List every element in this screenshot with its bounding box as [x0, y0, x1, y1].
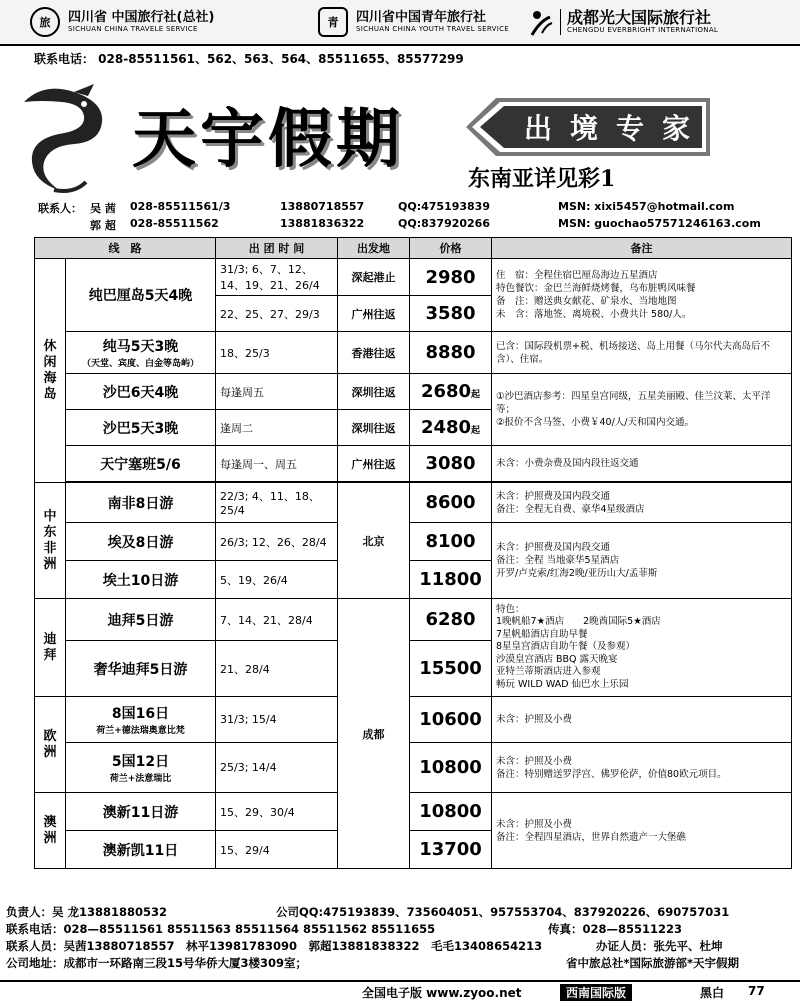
route-name [66, 332, 216, 374]
logo2-en: SICHUAN CHINA YOUTH TRAVEL SERVICE [356, 24, 510, 33]
footer-address: 公司地址：成都市一环路南三段15号华侨大厦3楼309室； [6, 956, 308, 970]
logo-youth [318, 4, 509, 40]
footer-row [6, 921, 796, 938]
contact-row [38, 217, 761, 234]
category-europe: 欧洲 [35, 697, 66, 793]
section-label: 西南国际版 [560, 984, 632, 1001]
color-label: 黑白 [700, 986, 725, 1000]
route-title: 8国16日 [111, 706, 170, 722]
route-note: 已含：国际段机票+税、机场接送、岛上用餐（马尔代夫高岛后不含）、住宿。 [492, 332, 792, 374]
footer-row [6, 955, 796, 972]
route-name [66, 697, 216, 743]
table-row [35, 743, 792, 793]
contact-qq: QQ:475193839 [398, 200, 490, 213]
route-name: 南非8日游 [66, 483, 216, 523]
contact-label: 联系人： [38, 202, 82, 215]
logo3-en: CHENGDU EVERBRIGHT INTERNATIONAL [567, 26, 719, 34]
route-name: 澳新凯11日 [66, 831, 216, 869]
route-note: 未含：护照费及国内段交通 备注：全程 当地豪华5星酒店 开罗/卢克索/红海2晚/亚历山大/孟菲斯 [492, 523, 792, 599]
route-name: 迪拜5日游 [66, 599, 216, 641]
site-label: 全国电子版 www.zyoo.net [362, 986, 522, 1000]
route-dates: 15、29/4 [216, 831, 338, 869]
route-dates: 31/3; 15/4 [216, 697, 338, 743]
contact-name: 郭 超 [90, 219, 116, 232]
logo-cits [30, 4, 214, 40]
route-subtitle: 荷兰+德法瑞奥意比梵 [96, 726, 185, 736]
route-name: 沙巴6天4晚 [66, 374, 216, 410]
footer-manager: 负责人：吴 龙13881880532 [6, 905, 168, 919]
youth-emblem-icon: 青 [318, 7, 348, 37]
route-price: 8880 [410, 332, 492, 374]
route-note: 未含：护照及小费 备注：特别赠送罗浮宫、佛罗伦萨，价值80欧元项目。 [492, 743, 792, 793]
route-price: 8600 [410, 483, 492, 523]
route-departure: 深起港止 [338, 259, 410, 296]
footer-info [6, 904, 796, 972]
route-price: 3580 [410, 296, 492, 332]
route-price: 3080 [410, 446, 492, 482]
route-name: 纯巴厘岛5天4晚 [66, 259, 216, 332]
route-price [410, 410, 492, 446]
footer-qq: 公司QQ:475193839、735604051、957553704、837920226、690757031 [276, 905, 730, 919]
everbright-emblem-icon [528, 7, 554, 37]
badge-char: 出 [524, 112, 553, 145]
route-price: 11800 [410, 561, 492, 599]
route-price: 8100 [410, 523, 492, 561]
route-name: 埃土10日游 [66, 561, 216, 599]
route-dates: 5、19、26/4 [216, 561, 338, 599]
contact-row [38, 200, 761, 217]
route-price: 15500 [410, 641, 492, 697]
contact-tel: 028-85511562 [130, 217, 219, 230]
contact-msn: MSN: xixi5457@hotmail.com [558, 200, 735, 213]
route-name: 沙巴5天3晚 [66, 410, 216, 446]
contact-label [38, 217, 90, 234]
route-dates: 15、29、30/4 [216, 793, 338, 831]
route-note: 未含：小费杂费及国内段往返交通 [492, 446, 792, 482]
route-name: 天宁塞班5/6 [66, 446, 216, 482]
footer-fax: 传真：028—85511223 [548, 922, 683, 936]
contact-phone: 联系电话： 028-85511561、562、563、564、85511655、85577299 [34, 52, 464, 66]
route-dates: 21、28/4 [216, 641, 338, 697]
table-header-row [35, 238, 792, 259]
route-subtitle: （天堂、宾度、白金等岛屿） [81, 359, 199, 369]
price-from-label: 起 [471, 426, 481, 436]
table-row [35, 259, 792, 296]
footer-phones: 联系电话：028—85511561 85511563 85511564 85511562 85511655 [6, 922, 436, 936]
route-name [66, 743, 216, 793]
route-departure: 深圳往返 [338, 410, 410, 446]
route-note: 未含：护照费及国内段交通 备注：全程无自费、豪华4星级酒店 [492, 483, 792, 523]
route-dates: 7、14、21、28/4 [216, 599, 338, 641]
footer-row [6, 938, 796, 955]
table-row [35, 332, 792, 374]
footer-staff: 联系人员：吴茜13880718557 林平13981783090 郭超13881838322 毛毛13408654213 [6, 939, 543, 953]
contact-msn: MSN: guochao57571246163.com [558, 217, 761, 230]
route-departure: 成都 [338, 599, 410, 869]
header-departure: 出发地 [338, 238, 410, 259]
route-name: 澳新11日游 [66, 793, 216, 831]
route-dates: 31/3; 6、7、12、14、19、21、26/4 [216, 259, 338, 296]
route-departure: 深圳往返 [338, 374, 410, 410]
route-price: 10800 [410, 743, 492, 793]
logo1-en: SICHUAN CHINA TRAVELE SERVICE [68, 24, 198, 33]
route-price: 2980 [410, 259, 492, 296]
price-value: 2680 [420, 381, 472, 402]
route-price: 10600 [410, 697, 492, 743]
route-subtitle: 荷兰+法意瑞比 [109, 774, 172, 784]
brand-title: 天宇假期 [132, 102, 404, 177]
route-name: 埃及8日游 [66, 523, 216, 561]
table-row [35, 446, 792, 482]
header-dates: 出 团 时 间 [216, 238, 338, 259]
route-dates: 每逢周一、周五 [216, 446, 338, 482]
badge-char: 境 [570, 112, 599, 145]
badge-char: 家 [662, 112, 691, 145]
route-price: 10800 [410, 793, 492, 831]
price-from-label: 起 [471, 390, 481, 400]
route-note: 住 宿：全程住宿巴厘岛海边五星酒店 特色餐饮：金巴兰海鲜烧烤餐，乌布脏鸭风味餐 备 注：赠送典女献花、矿泉水、当地地图 未 含：落地签、离境税、小费共计 580/人。 [492, 259, 792, 332]
cits-emblem-icon: 旅 [30, 7, 60, 37]
route-note: 未含：护照及小费 [492, 697, 792, 743]
route-price [410, 374, 492, 410]
logo-everbright [528, 4, 718, 40]
contact-mobile: 13881836322 [280, 217, 365, 230]
route-dates: 25/3; 14/4 [216, 743, 338, 793]
dragon-icon [14, 82, 114, 197]
table-row [35, 697, 792, 743]
route-departure: 广州往返 [338, 296, 410, 332]
route-dates: 22/3; 4、11、18、25/4 [216, 483, 338, 523]
table-row [35, 483, 792, 523]
footer-org: 省中旅总社*国际旅游部*天宇假期 [566, 956, 740, 970]
category-mideast: 中东非洲 [35, 483, 66, 599]
category-islands: 休闲海岛 [35, 259, 66, 483]
route-departure: 香港往返 [338, 332, 410, 374]
route-departure: 广州往返 [338, 446, 410, 482]
route-name: 奢华迪拜5日游 [66, 641, 216, 697]
contact-people [38, 200, 761, 234]
logo2-cn: 四川省中国青年旅行社 [356, 9, 487, 25]
route-dates: 逢周二 [216, 410, 338, 446]
table-row [35, 793, 792, 831]
page-number: 77 [748, 984, 765, 998]
contact-tel: 028-85511561/3 [130, 200, 231, 213]
category-dubai: 迪拜 [35, 599, 66, 697]
route-price: 13700 [410, 831, 492, 869]
table-row [35, 374, 792, 410]
route-title: 5国12日 [111, 754, 170, 770]
route-price: 6280 [410, 599, 492, 641]
header-banner [0, 0, 800, 46]
footer-visa-staff: 办证人员：张先平、杜坤 [596, 939, 723, 953]
header-route: 线 路 [35, 238, 216, 259]
header-notes: 备注 [492, 238, 792, 259]
logo3-cn: 成都光大国际旅行社 [567, 8, 712, 27]
price-value: 2480 [420, 417, 472, 438]
page-bottom-bar [0, 980, 800, 1002]
route-dates: 26/3; 12、26、28/4 [216, 523, 338, 561]
route-title: 纯马5天3晚 [102, 339, 179, 355]
route-dates: 22、25、27、29/3 [216, 296, 338, 332]
route-dates: 每逢周五 [216, 374, 338, 410]
logo1-cn: 四川省 中国旅行社(总社) [68, 9, 215, 25]
category-aus: 澳洲 [35, 793, 66, 869]
route-note: 特色： 1晚帆船7★酒店 2晚酋国际5★酒店 7星帆船酒店自助早餐 8星皇宫酒店自助午餐（及参观） 沙漠皇宫酒店 BBQ 露天晚宴 亚特兰蒂斯酒店进入参观 畅玩 WILD WAD 仙巴水上乐园 [492, 599, 792, 697]
route-note: ①沙巴酒店参考：四星皇宫同级，五星美丽殿、佳兰汶莱、太平洋等； ②报价不含马签、小费￥40/人/天和国内交通。 [492, 374, 792, 446]
table-row [35, 523, 792, 561]
badge-char: 专 [616, 112, 645, 145]
header-price: 价格 [410, 238, 492, 259]
contact-name: 吴 茜 [90, 202, 116, 215]
footer-row [6, 904, 796, 921]
badge-outbound-expert [462, 92, 720, 162]
table-row [35, 599, 792, 641]
route-dates: 18、25/3 [216, 332, 338, 374]
subtitle: 东南亚详见彩1 [468, 166, 616, 192]
contact-qq: QQ:837920266 [398, 217, 490, 230]
route-note: 未含：护照及小费 备注：全程四星酒店，世界自然遗产一大堡礁 [492, 793, 792, 869]
tour-price-table [34, 237, 792, 869]
route-departure: 北京 [338, 483, 410, 599]
contact-mobile: 13880718557 [280, 200, 365, 213]
